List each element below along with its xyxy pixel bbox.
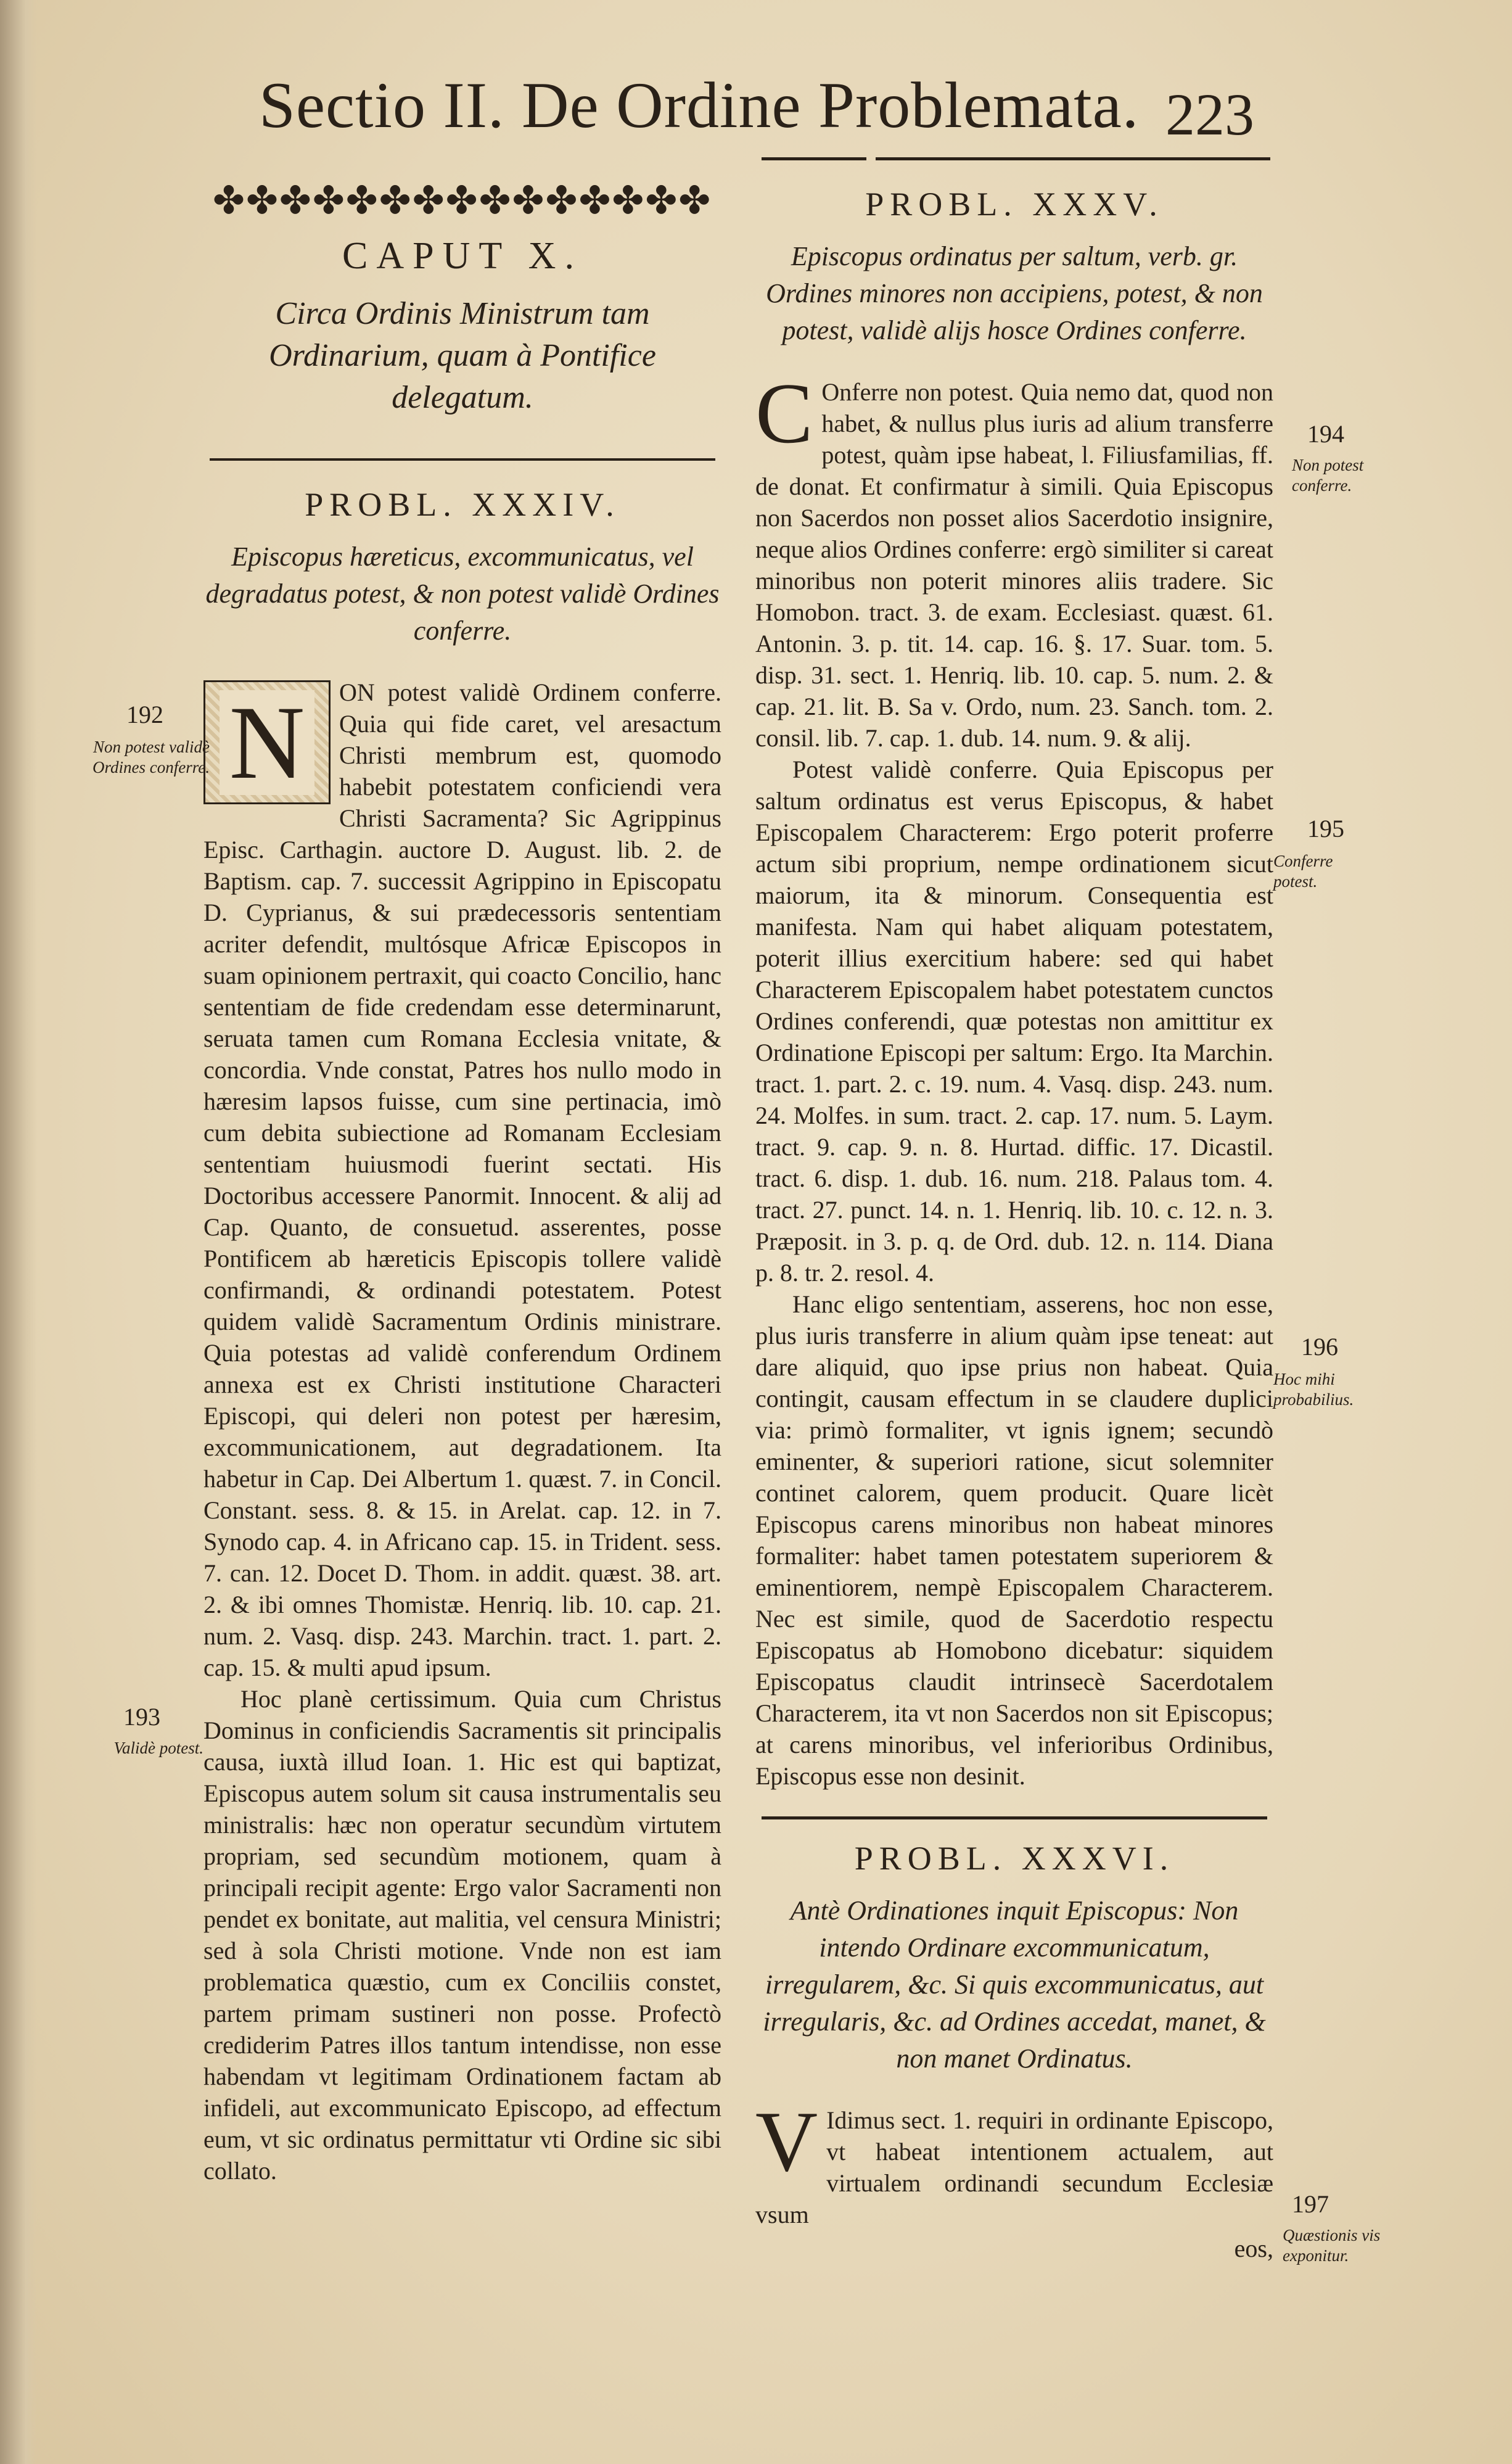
margin-note-196: Hoc mihi probabilius. <box>1273 1370 1354 1409</box>
problem-36-body <box>755 2094 1273 2264</box>
margin-number-195: 195 <box>1307 815 1344 843</box>
problem-heading-34: PROBL. XXXIV. <box>305 486 620 523</box>
margin-number-194: 194 <box>1307 420 1344 448</box>
initial-letter-c: C <box>755 366 813 461</box>
margin-note-195: Conferre potest. <box>1273 852 1333 891</box>
problem-statement-35: Episcopus ordinatus per saltum, verb. gr. Ordines minores non accipiens, potest, & non potest, validè alijs hosce Ordines conferre. <box>766 241 1263 345</box>
problem-34-body <box>203 677 721 2186</box>
chapter-subtitle: Circa Ordinis Ministrum tam Ordinarium, quam à Pontifice delegatum. <box>269 296 656 415</box>
margin-note-192: Non potest validè Ordines conferre. <box>92 738 210 777</box>
paragraph-197-text: Idimus sect. 1. requiri in ordinante Episcopo, vt habeat intentionem actualem, aut virtualem ordinandi secundum Ecclesiæ vsum <box>755 2106 1273 2228</box>
problem-35-body <box>755 366 1273 1792</box>
paragraph-197 <box>755 2094 1273 2230</box>
right-column <box>755 179 1273 2264</box>
page-gutter-shadow <box>0 0 37 2464</box>
paragraph-192-text: ON potest validè Ordinem conferre. Quia qui fide caret, vel aresactum Christi membrum est, quomodo habebit potestatem conficiendi vera Christi Sacramenta? Sic Agrippinus Episc. Carthagin. auctore D. August. lib. 2. de Baptism. cap. 7. successit Agrippino in Episcopatu D. Cyprianus, & sui prædecessoris sententiam acriter defendit, multósque Africæ Episcopos in suam opinionem pertraxit, qui coacto Concilio, hanc sententiam de fide credendam esse determinarunt, seruata tamen cum Romana Ecclesia vnitate, & concordia. Vnde constat, Patres hos nullo modo in hæresim lapsos fuisse, cum sine pertinacia, imò cum debita subiectione ad Romanam Ecclesiam sententiam huiusmodi fuerint sectati. His Doctoribus accessere Panormit. Innocent. & alij ad Cap. Quanto, de consuetud. asserentes, posse Pontificem ab hæreticis Episcopis tollere validè confirmandi, & ordinandi potestatem. Potest quidem validè Sacramentum Ordinis ministrare. Quia potestas ad validè conferendum Ordinem annexa est ex Christi institutione Characteri Episcopi, qui deleri non potest per hæresim, excommunicationem, aut degradationem. Ita habetur in Cap. Dei Albertum 1. quæst. 7. in Concil. Constant. sess. 8. & 15. in Arelat. cap. 12. in 7. Synodo cap. 4. in Africano cap. 15. in Trident. sess. 7. can. 12. Docet D. Thom. in addit. quæst. 38. art. 2. & ibi omnes Thomistæ. Henriq. lib. 10. cap. 21. num. 2. Vasq. disp. 243. Marchin. tract. 1. part. 2. cap. 15. & multi apud ipsum. <box>203 678 721 1681</box>
margin-number-193: 193 <box>123 1703 160 1731</box>
paragraph-194-text: Onferre non potest. Quia nemo dat, quod non habet, & nullus plus iuris ad alium transferre potest, quàm ipse habeat, l. Filiusfamilias, ff. de donat. Et confirmatur à simili. Quia Episcopus non Sacerdos non posset alios Sacerdotio insignire, neque alios Ordines conferre: ergò similiter si careat minoribus non poterit minores aliis tradere. Sic Homobon. tract. 3. de exam. Ecclesiast. quæst. 61. Antonin. 3. p. tit. 14. cap. 16. §. 17. Suar. tom. 5. disp. 31. sect. 1. Henriq. lib. 10. cap. 5. num. 2. & cap. 21. lit. B. Sa v. Ordo, num. 23. Sanch. tom. 2. consil. lib. 7. cap. 1. dub. 14. num. 9. & alij. <box>755 378 1273 752</box>
margin-number-196: 196 <box>1301 1333 1338 1361</box>
left-column <box>203 222 721 2186</box>
margin-note-194: Non potest conferre. <box>1292 456 1364 495</box>
margin-note-197: Quæstionis vis exponitur. <box>1283 2226 1381 2265</box>
chapter-heading: CAPUT X. <box>342 235 583 277</box>
margin-number-192: 192 <box>126 701 163 728</box>
paragraph-196: Hanc eligo sententiam, asserens, hoc non esse, plus iuris transferre in alium quàm ipse teneat: aut dare aliquid, quo ipse prius non habeat. Quia contingit, causam effectum in se claudere duplici via: primò formaliter, vt ignis ignem; secundò eminenter, & superiori ratione, sicut solemniter continet calorem, quem producit. Quare licèt Episcopus carens minoribus non habeat minores formaliter: habet tamen potestatem superiorem & eminentiorem, nempè Episcopalem Characterem. Nec est simile, quod de Sacerdotio respectu Episcopatus ab Homobono dicebatur: siquidem Episcopatus claudit intrinsecè Sacerdotalem Characterem, ita vt non Sacerdos non sit Episcopus; at carens minoribus, vel inferioribus Ordinibus, Episcopus esse non desinit. <box>755 1290 1273 1790</box>
problem-statement-36: Antè Ordinationes inquit Episcopus: Non intendo Ordinare excommunicatum, irregularem, &c. Si quis excommunicatus, aut irregularis, &c. ad Ordines accedat, manet, & non manet Ordinatus. <box>763 1895 1266 2074</box>
margin-note-193: Validè potest. <box>113 1739 203 1757</box>
section-divider <box>210 458 715 461</box>
problem-statement-34: Episcopus hæreticus, excommunicatus, vel degradatus potest, & non potest validè Ordines conferre. <box>205 542 720 646</box>
running-header-title: Sectio II. De Ordine Problemata. <box>259 69 1140 141</box>
paragraph-195: Potest validè conferre. Quia Episcopus per saltum ordinatus est verus Episcopus, & habet Episcopalem Characterem: Ergo poterit proferre actum sibi proprium, nempe ordinationem sicut maiorum, ita & minorum. Consequentia est manifesta. Nam qui habet aliquam potestatem, poterit illius exercitium habere: sed qui habet Characterem Episcopalem habet potestatem cunctos Ordines conferendi, quæ potestas non amittitur ex Ordinatione Episcopi per saltum: Ergo. Ita Marchin. tract. 1. part. 2. c. 19. num. 4. Vasq. disp. 243. num. 24. Molfes. in sum. tract. 2. cap. 17. num. 5. Laym. tract. 9. cap. 9. n. 8. Hurtad. diffic. 17. Dicastil. tract. 6. disp. 1. dub. 16. num. 218. Palaus tom. 4. tract. 27. punct. 14. n. 1. Henriq. lib. 10. c. 12. n. 3. Præposit. in 3. p. q. de Ord. dub. 12. n. 114. Diana p. 8. tr. 2. resol. 4. <box>755 756 1273 1287</box>
paragraph-192 <box>203 677 721 1683</box>
header-rule-right <box>876 157 1270 160</box>
initial-letter: N <box>220 690 315 795</box>
section-divider-2 <box>762 1816 1267 1819</box>
ornament-band: ✤✤✤✤✤✤✤✤✤✤✤✤✤✤✤ <box>213 180 712 222</box>
paragraph-194 <box>755 366 1273 754</box>
header-rule-left <box>762 157 866 160</box>
initial-letter-v: V <box>755 2094 818 2190</box>
problem-heading-36: PROBL. XXXVI. <box>854 1840 1175 1877</box>
catchword: eos, <box>1234 2235 1273 2262</box>
problem-heading-35: PROBL. XXXV. <box>865 186 1164 223</box>
ornamental-initial <box>203 680 331 804</box>
paragraph-193: Hoc planè certissimum. Quia cum Christus Dominus in conficiendis Sacramentis sit principalis causa, iuxtà illud Ioan. 1. Hic est qui baptizat, Episcopus autem solum sit causa instrumentalis seu ministralis: hæc non operatur secundùm virtutem propriam, sed secundùm motionem, quam à principali recipit agente: Ergo valor Sacramenti non pendet ex bonitate, aut malitia, vel censura Ministri; sed à sola Christi motione. Vnde non est iam problematica quæstio, cum ex Conciliis constet, partem primam sustineri non posse. Profectò crediderim Patres illos tantum intendisse, non esse habendam vt legitimam Ordinationem factam ab infideli, aut excommunicato Episcopo, ad effectum eum, vt sic ordinatus permittatur vti Ordine sic sibi collato. <box>203 1685 721 2185</box>
margin-number-197: 197 <box>1292 2190 1329 2218</box>
page-number: 223 <box>1165 81 1254 147</box>
